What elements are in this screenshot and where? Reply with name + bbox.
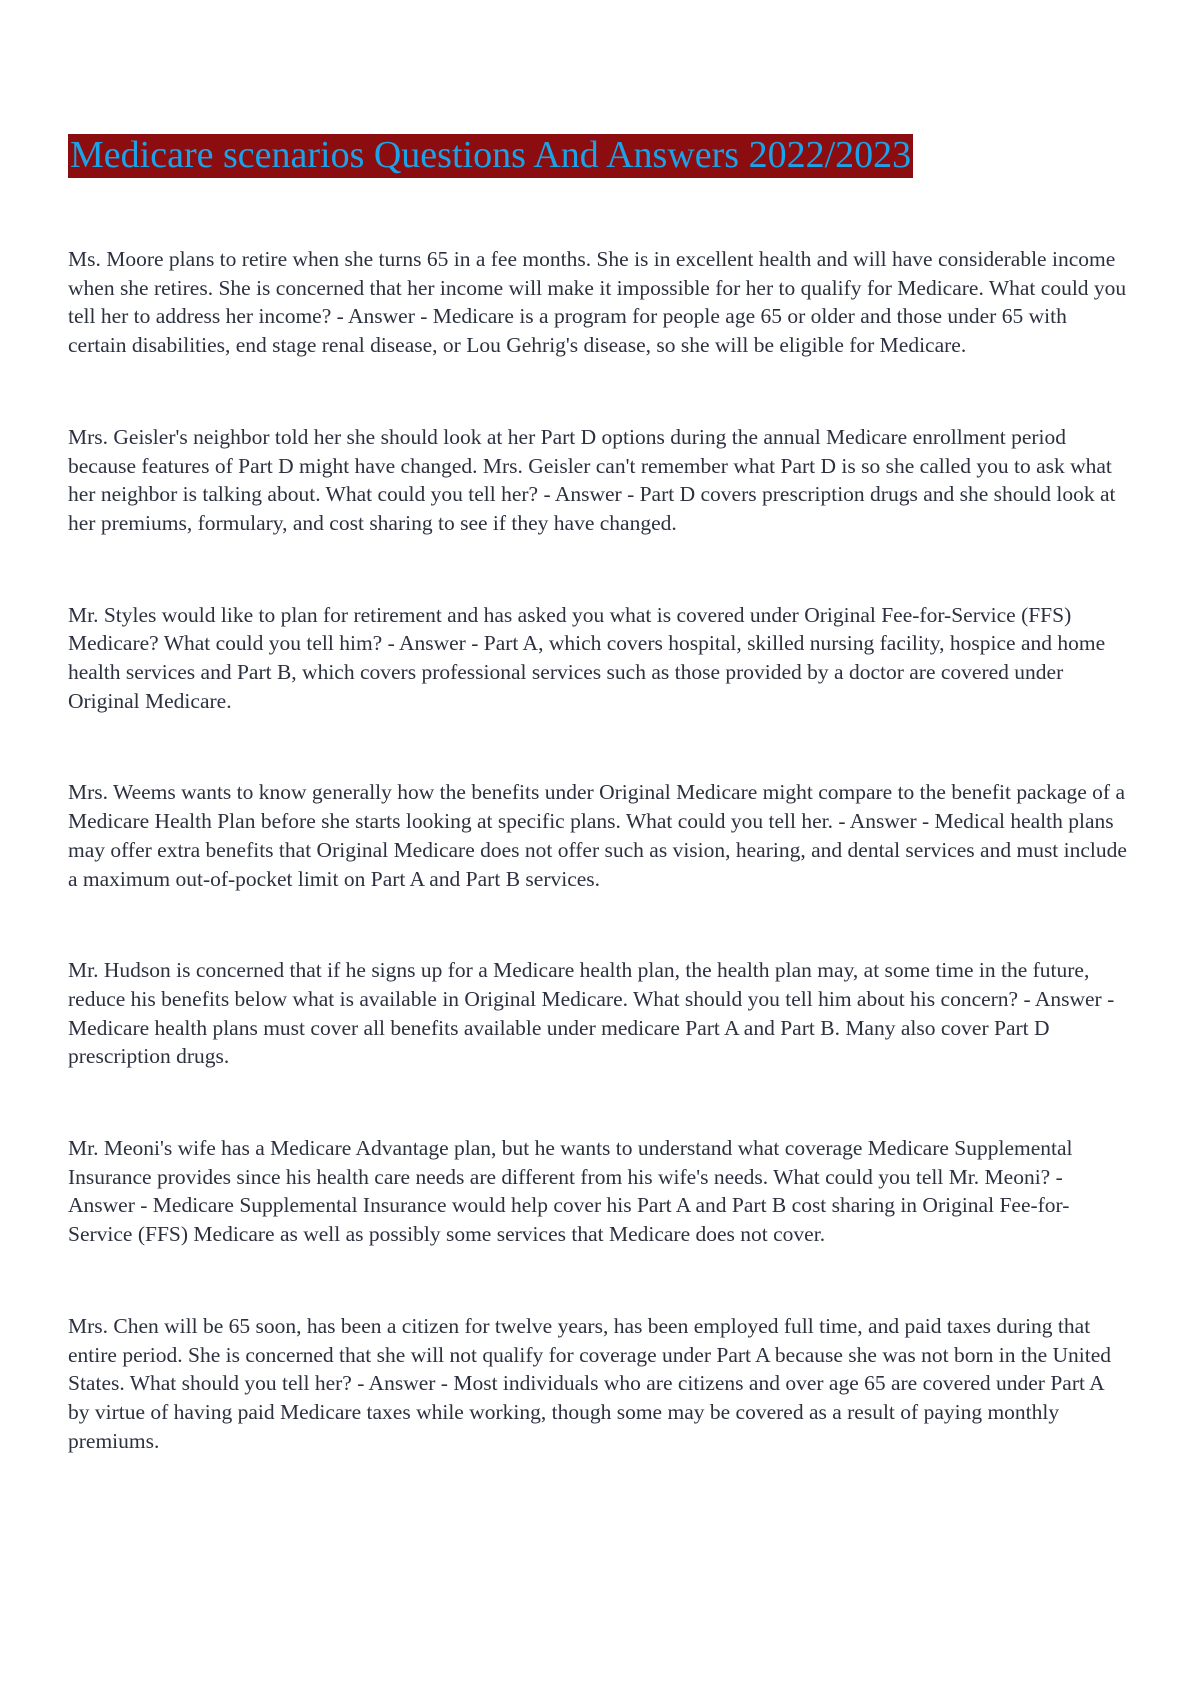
qa-item-styles: Mr. Styles would like to plan for retirement and has asked you what is covered under Original Fee-for-Service (FFS) Medicare? What could you tell him? - Answer - Part A, which covers hospital, skilled nursing facility, hospice and home health services and Part B, which covers professional services such as those provided by a doctor are covered under Original Medicare. — [68, 602, 1106, 713]
page-title: Medicare scenarios Questions And Answers 2022/2023 — [70, 134, 912, 176]
qa-item-chen: Mrs. Chen will be 65 soon, has been a citizen for twelve years, has been employed full time, and paid taxes during that entire period. She is concerned that she will not qualify for coverage under Part A because she was not born in the United States. What should you tell her? - Answer - Most individuals who are citizens and over age 65 are covered under Part A by virtue of having paid Medicare taxes while working, though some may be covered as a result of paying monthly premiums. — [68, 1313, 1112, 1453]
title-container — [68, 134, 913, 178]
qa-item-meoni: Mr. Meoni's wife has a Medicare Advantage plan, but he wants to understand what coverage Medicare Supplemental Insurance provides since his health care needs are different from his wife's needs. What could you tell Mr. Meoni? - Answer - Medicare Supplemental Insurance would help cover his Part A and Part B cost sharing in Original Fee-for-Service (FFS) Medicare as well as possibly some services that Medicare does not cover. — [68, 1136, 1073, 1247]
qa-item-geisler: Mrs. Geisler's neighbor told her she should look at her Part D options during the annual Medicare enrollment period because features of Part D might have changed. Mrs. Geisler can't remember what Part D is so she called you to ask what her neighbor is talking about. What could you tell her? - Answer - Part D covers prescription drugs and she should look at her premiums, formulary, and cost sharing to see if they have changed. — [68, 424, 1116, 535]
qa-item-hudson: Mr. Hudson is concerned that if he signs up for a Medicare health plan, the health plan may, at some time in the future, reduce his benefits below what is available in Original Medicare. What should you tell him about his concern? - Answer - Medicare health plans must cover all benefits available under medicare Part A and Part B. Many also cover Part D prescription drugs. — [68, 958, 1115, 1069]
qa-item-moore: Ms. Moore plans to retire when she turns 65 in a fee months. She is in excellent health and will have considerable income when she retires. She is concerned that her income will make it impossible for her to qualify for Medicare. What could you tell her to address her income? - Answer - Medicare is a program for people age 65 or older and those under 65 with certain disabilities, end stage renal disease, or Lou Gehrig's disease, so she will be eligible for Medicare. — [68, 247, 1127, 358]
qa-item-weems: Mrs. Weems wants to know generally how the benefits under Original Medicare might compare to the benefit package of a Medicare Health Plan before she starts looking at specific plans. What could you tell her. - Answer - Medical health plans may offer extra benefits that Original Medicare does not offer such as vision, hearing, and dental services and must include a maximum out-of-pocket limit on Part A and Part B services. — [68, 780, 1127, 891]
qa-list — [68, 245, 1128, 1518]
